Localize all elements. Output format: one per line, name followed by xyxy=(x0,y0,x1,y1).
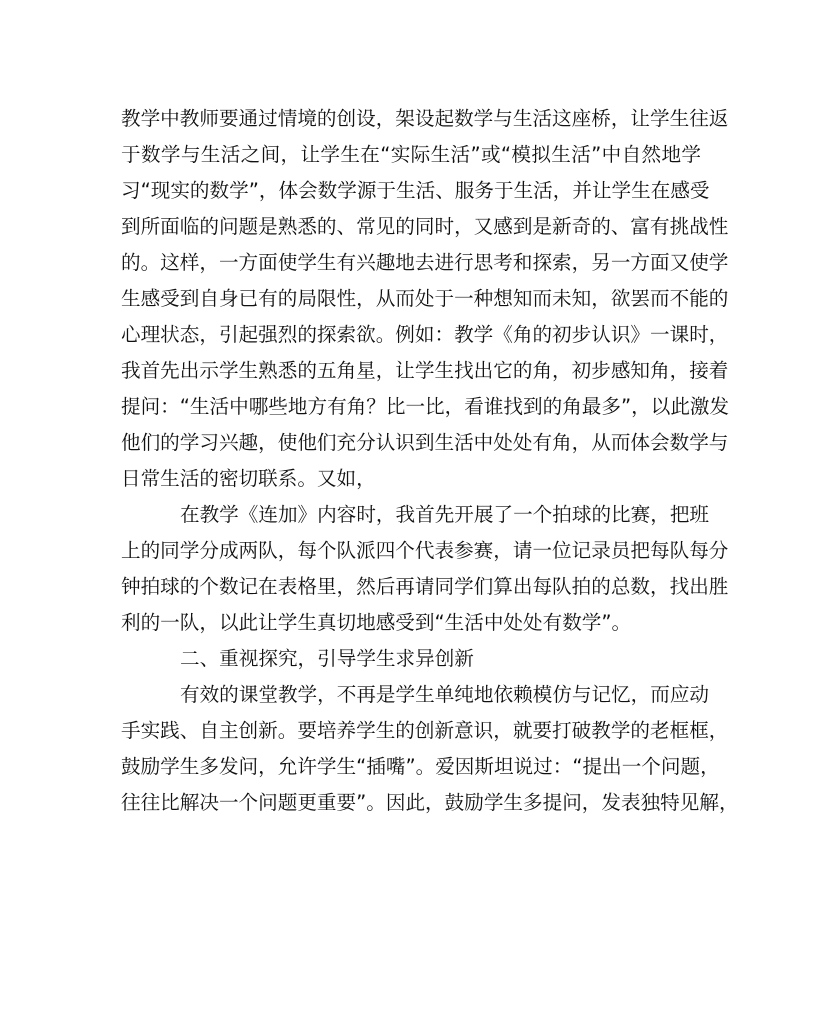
paragraph-line: 到所面临的问题是熟悉的、常见的同时，又感到是新奇的、富有挑战性 xyxy=(121,215,729,238)
paragraph-line: 教学中教师要通过情境的创设，架设起数学与生活这座桥，让学生往返 xyxy=(121,107,729,130)
paragraph-line: 鼓励学生多发问，允许学生“插嘴”。爱因斯坦说过：“提出一个问题， xyxy=(121,755,720,778)
paragraph-line: 往往比解决一个问题更重要”。因此，鼓励学生多提问，发表独特见解， xyxy=(121,791,739,814)
section-heading: 二、重视探究，引导学生求异创新 xyxy=(180,647,474,670)
paragraph-line: 在教学《连加》内容时，我首先开展了一个拍球的比赛，把班 xyxy=(180,503,710,526)
paragraph-line: 利的一队，以此让学生真切地感受到“生活中处处有数学”。 xyxy=(121,611,632,634)
paragraph-line: 生感受到自身已有的局限性，从而处于一种想知而未知，欲罢而不能的 xyxy=(121,287,729,310)
paragraph-line: 于数学与生活之间，让学生在“实际生活”或“模拟生活”中自然地学 xyxy=(121,143,701,166)
paragraph-line: 他们的学习兴趣，使他们充分认识到生活中处处有角，从而体会数学与 xyxy=(121,431,729,454)
paragraph-line: 心理状态，引起强烈的探索欲。例如：教学《角的初步认识》一课时， xyxy=(121,323,729,346)
paragraph-line: 我首先出示学生熟悉的五角星，让学生找出它的角，初步感知角，接着 xyxy=(121,359,729,382)
paragraph-line: 钟拍球的个数记在表格里，然后再请同学们算出每队拍的总数，找出胜 xyxy=(121,575,729,598)
paragraph-line: 上的同学分成两队，每个队派四个代表参赛，请一位记录员把每队每分 xyxy=(121,539,729,562)
paragraph-line: 手实践、自主创新。要培养学生的创新意识，就要打破教学的老框框， xyxy=(121,719,729,742)
paragraph-line: 提问：“生活中哪些地方有角？比一比，看谁找到的角最多”，以此激发 xyxy=(121,395,730,418)
paragraph-line: 的。这样，一方面使学生有兴趣地去进行思考和探索，另一方面又使学 xyxy=(121,251,729,274)
paragraph-line: 有效的课堂教学，不再是学生单纯地依赖模仿与记忆，而应动 xyxy=(180,683,710,706)
paragraph-line: 日常生活的密切联系。又如， xyxy=(121,467,376,490)
paragraph-line: 习“现实的数学”，体会数学源于生活、服务于生活，并让学生在感受 xyxy=(121,179,710,202)
